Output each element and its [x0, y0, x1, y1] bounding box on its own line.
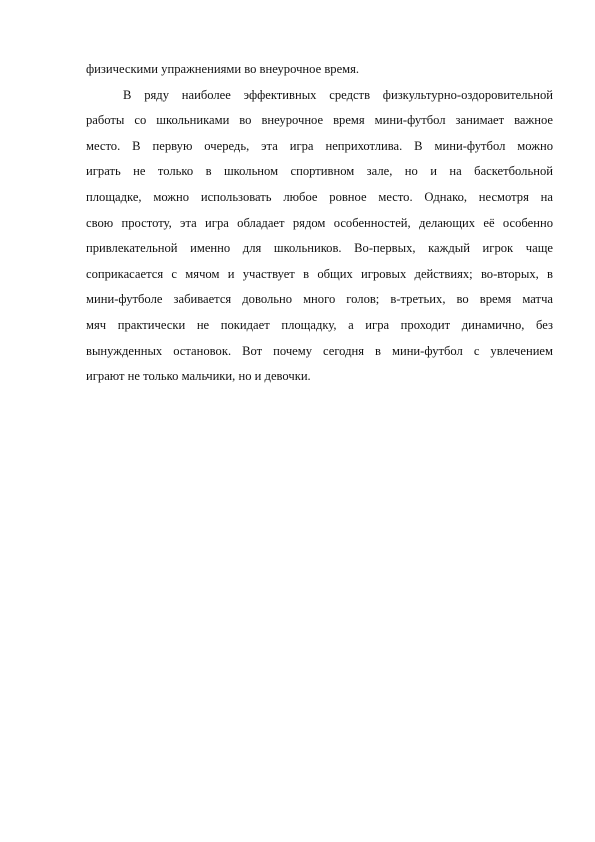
- text-line: работы со школьниками во внеурочное время мини-футбол занимает важное: [86, 113, 553, 128]
- text-line: место. В первую очередь, эта игра неприхотлива. В мини-футбол можно: [86, 138, 553, 153]
- text-line: мяч практически не покидает площадку, а игра проходит динамично, без: [86, 317, 553, 332]
- text-line: играть не только в школьном спортивном зале, но и на баскетбольной: [86, 164, 553, 179]
- text-line: мини-футболе забивается довольно много голов; в-третьих, во время матча: [86, 292, 553, 307]
- text-line: свою простоту, эта игра обладает рядом особенностей, делающих её особенно: [86, 215, 553, 230]
- text-line: вынужденных остановок. Вот почему сегодня в мини-футбол с увлечением: [86, 343, 553, 358]
- text-line: площадке, можно использовать любое ровное место. Однако, несмотря на: [86, 189, 553, 204]
- text-line: В ряду наиболее эффективных средств физкультурно-оздоровительной: [123, 87, 553, 102]
- text-line: физическими упражнениями во внеурочное время.: [86, 62, 360, 76]
- text-line: играют не только мальчики, но и девочки.: [86, 369, 311, 384]
- body-text: [86, 57, 553, 390]
- text-line: соприкасается с мячом и участвует в общих игровых действиях; во-вторых, в: [86, 266, 553, 281]
- text-line: привлекательной именно для школьников. Во-первых, каждый игрок чаще: [86, 241, 553, 256]
